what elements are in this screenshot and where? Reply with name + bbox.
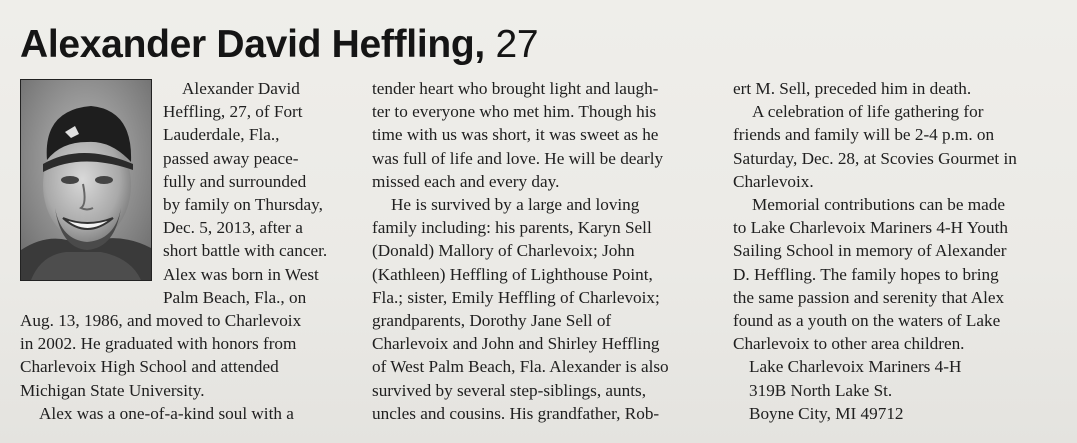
text-line: Alex was born in West	[163, 264, 319, 284]
text-line: Charlevoix.	[733, 171, 814, 191]
text-line: Memorial contributions can be made	[752, 195, 1005, 215]
text-line: time with us was short, it was sweet as he	[372, 125, 659, 145]
text-line: Fla.; sister, Emily Heffling of Charlevoix;	[372, 287, 660, 307]
column-3	[733, 77, 1017, 425]
text-line: by family on Thursday,	[163, 195, 323, 215]
text-line: to Lake Charlevoix Mariners 4-H Youth	[733, 218, 1008, 238]
address-line: Lake Charlevoix Mariners 4-H	[749, 357, 962, 377]
text-line: friends and family will be 2-4 p.m. on	[733, 125, 995, 145]
text-line: Charlevoix High School and attended	[20, 357, 279, 377]
text-line: Michigan State University.	[20, 380, 205, 400]
text-line: Palm Beach, Fla., on	[163, 287, 307, 307]
text-line: (Donald) Mallory of Charlevoix; John	[372, 241, 635, 261]
text-line: Aug. 13, 1986, and moved to Charlevoix	[20, 311, 302, 331]
portrait-photo	[20, 79, 152, 281]
text-line: He is survived by a large and loving	[391, 195, 640, 215]
address-line: Boyne City, MI 49712	[749, 403, 904, 423]
obituary-title	[20, 22, 538, 68]
text-line: A celebration of life gathering for	[752, 102, 984, 122]
text-line: Alex was a one-of-a-kind soul with a	[39, 403, 294, 423]
text-line: the same passion and serenity that Alex	[733, 287, 1005, 307]
text-line: ter to everyone who met him. Though his	[372, 102, 657, 122]
text-line: Alexander David	[182, 79, 300, 98]
text-line: tender heart who brought light and laugh-	[372, 79, 659, 98]
text-line: in 2002. He graduated with honors from	[20, 334, 297, 354]
address-line: 319B North Lake St.	[749, 380, 893, 400]
title-name: Alexander David Heffling,	[20, 23, 485, 66]
text-line: fully and surrounded	[163, 171, 307, 191]
text-line: short battle with cancer.	[163, 241, 328, 261]
text-line: uncles and cousins. His grandfather, Rob-	[372, 403, 660, 423]
text-line: found as a youth on the waters of Lake	[733, 311, 1001, 331]
column-2	[372, 77, 669, 425]
text-line: of West Palm Beach, Fla. Alexander is also	[372, 357, 669, 377]
text-line: Saturday, Dec. 28, at Scovies Gourmet in	[733, 148, 1017, 168]
text-line: Dec. 5, 2013, after a	[163, 218, 303, 238]
text-line: missed each and every day.	[372, 171, 560, 191]
text-line: Heffling, 27, of Fort	[163, 102, 303, 122]
text-line: Sailing School in memory of Alexander	[733, 241, 1007, 261]
text-line: Charlevoix and John and Shirley Heffling	[372, 334, 660, 354]
text-line: survived by several step-siblings, aunts,	[372, 380, 647, 400]
text-line: family including: his parents, Karyn Sell	[372, 218, 652, 238]
title-age: 27	[495, 23, 539, 66]
text-line: Lauderdale, Fla.,	[163, 125, 280, 145]
text-line: D. Heffling. The family hopes to bring	[733, 264, 999, 284]
text-line: grandparents, Dorothy Jane Sell of	[372, 311, 612, 331]
column-1	[20, 77, 328, 425]
text-line: Charlevoix to other area children.	[733, 334, 965, 354]
text-line: passed away peace-	[163, 148, 299, 168]
text-line: (Kathleen) Heffling of Lighthouse Point,	[372, 264, 653, 284]
text-line: ert M. Sell, preceded him in death.	[733, 79, 972, 98]
text-line: was full of life and love. He will be dearly	[372, 148, 664, 168]
